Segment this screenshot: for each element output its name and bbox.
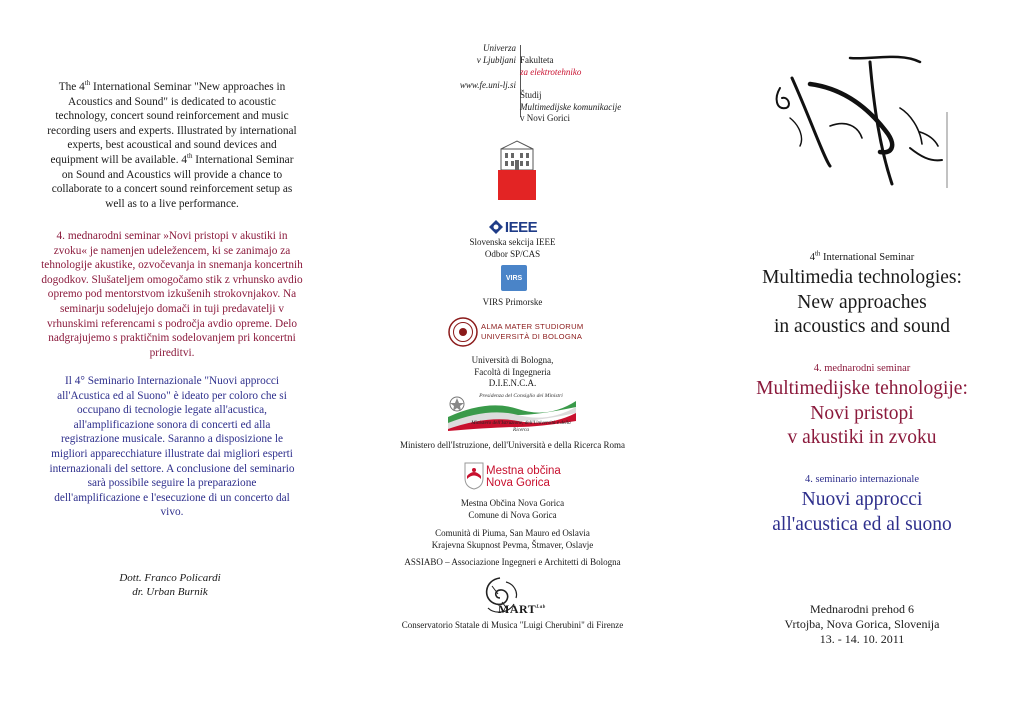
nova-gorica-municipality: Mestna Občina Nova Gorica Comune di Nova Gorica (460, 498, 565, 520)
venue-street: Mednarodni prehod 6 (810, 602, 914, 616)
nova-gorica-crest-icon (464, 462, 484, 490)
mart-lab-logo: $MART^{Lab}$ (478, 574, 558, 620)
ministero-banner-text: Presidenza del Consiglio dei Ministri (479, 393, 563, 399)
signature-policardi: Dott. Franco Policardi (119, 572, 221, 584)
alma-mater-wordmark: ALMA MATER STUDIORUM UNIVERSITÀ DI BOLOGNA (481, 322, 584, 341)
italian-description: Il 4° Seminario Internazionale "Nuovi approcci all'Acustica ed al Suono" è ideato per coloro che si occupano di tecnologie legate all'acustica, all'amplificazione sonora di concerti ed alla registrazione musicale. Saranno a disposizione le migliori apparecchiature illustrate dai migliori esperti internazionali del settore. A conclusione del seminario sarà possibile seguire la preparazione dell'amplificazione e l'esecuzione di un concerto dal vivo. (49, 375, 295, 519)
venue-city: Vrtojba, Nova Gorica, Slovenija (784, 617, 940, 631)
ministero-name: Ministero dell'Istruzione, dell'Università e della Ricerca Roma (400, 440, 625, 450)
seminar-calligraphy-logo (770, 48, 950, 190)
conservatorio-name: Conservatorio Statale di Musica "Luigi Cherubini" di Firenze (401, 620, 624, 630)
english-description: The 4th International Seminar "New approaches in Acoustics and Sound" is dedicated to acoustic technology, concert sound reinforcement and music recording users and experts. Illustrated by international experts, best acoustical and sound devices and equipment will be available. 4th International Seminar on Sound and Acoustics will provide a chance to collaborate to a concert sound reinforcement setup as well as to a live performance. (47, 79, 297, 210)
slovenian-description: 4. mednarodni seminar »Novi pristopi v akustiki in zvoku« je namenjen udeležencem, ki se zanimajo za tehnologije akustike, ozvočevanja in snemanja koncertnih dogodkov. Slušateljem omogočamo stik z vrhunsko avdio opremo pod mentorstvom izkušenih strokovnjakov. Na seminarju sodelujejo domači in tuji predavatelji v vrhunskimi referencami s področja avdio opreme. Delo nadgrajujemo s praktičnim sodelovanjem pri koncertni prireditvi. (41, 230, 303, 359)
bologna-faculty: Università di Bologna, Facoltà di Ingegneria D.I.E.N.C.A. (471, 355, 554, 388)
ministero-banner-logo (448, 393, 576, 431)
faculty-name: Fakulteta za elektrotehniko (520, 55, 582, 77)
faculty-building-logo (498, 140, 536, 170)
assiabo-name: ASSIABO – Associazione Ingegneri e Architetti di Bologna (404, 557, 621, 567)
english-title: Multimedia technologies: New approaches in acoustics and sound (762, 267, 962, 337)
ieee-diamond-icon (489, 220, 503, 234)
community-piuma: Comunità di Piuma, San Mauro ed Oslavia Krajevna Skupnost Pevma, Štmaver, Oslavje (431, 528, 594, 550)
virs-name: VIRS Primorske (482, 297, 543, 307)
right-panel (700, 0, 1024, 725)
italian-title: Nuovi approcci all'acustica ed al suono (772, 489, 952, 535)
seminar-dates: 13. - 14. 10. 2011 (819, 632, 905, 646)
study-program: Študij Multimedijske komunikacije v Novi Gorici (520, 90, 622, 123)
bologna-seal-logo (448, 317, 478, 347)
faculty-red-block (498, 170, 536, 200)
university-name: Univerza v Ljubljani (476, 43, 516, 65)
slovenian-title: Multimedijske tehnologije: Novi pristopi v akustiki in zvoku (756, 378, 968, 448)
signature-burnik: dr. Urban Burnik (132, 586, 208, 598)
signatures (80, 571, 260, 599)
venue-and-dates (700, 602, 1024, 647)
university-url: www.fe.uni-lj.si (459, 80, 516, 90)
middle-panel (380, 0, 645, 725)
english-seminar-number: 4th International Seminar (809, 249, 915, 263)
slovenian-seminar-number: 4. mednarodni seminar (813, 363, 911, 374)
virs-logo: VIRS (501, 265, 527, 291)
left-panel (0, 0, 340, 725)
nova-gorica-wordmark: Mestna občina Nova Gorica (486, 465, 561, 489)
ministero-banner-subtext: Ministero dell'Istruzione, dell'Università e della Ricerca (471, 420, 571, 431)
ieee-section: Slovenska sekcija IEEE Odbor SP/CAS (469, 237, 556, 259)
ieee-logo: IEEE (483, 219, 543, 235)
italian-seminar-number: 4. seminario internazionale (805, 474, 919, 485)
